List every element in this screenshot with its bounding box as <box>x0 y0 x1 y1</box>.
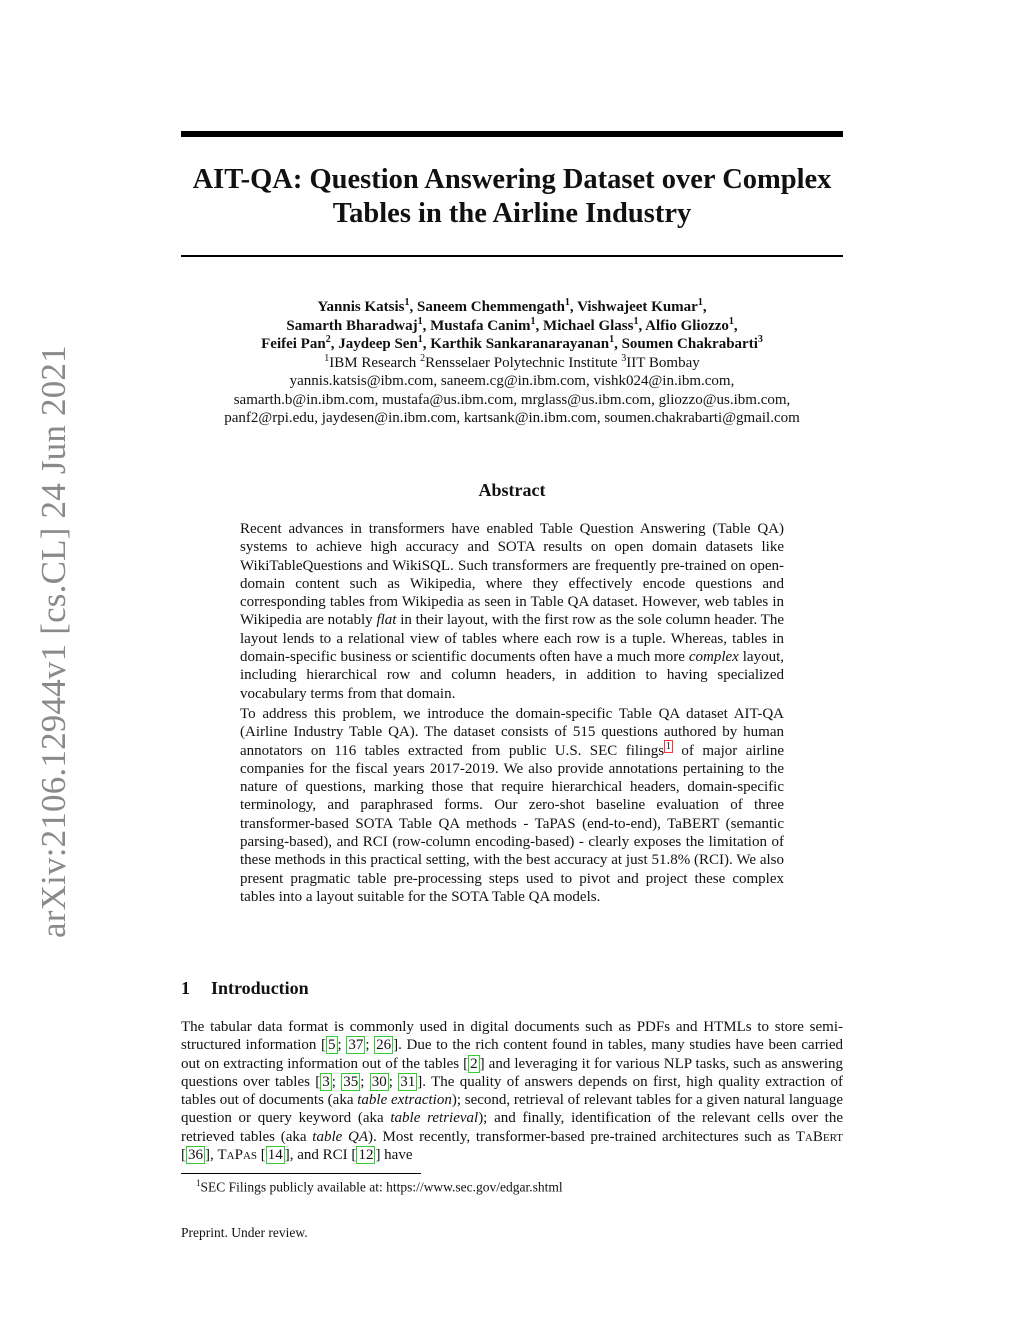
title-rule-top <box>181 131 843 137</box>
abstract-paragraph-2: To address this problem, we introduce the domain-specific Table QA dataset AIT-QA (Airline Industry Table QA). The dataset consists of 515 questions authored by human annotators on 116 tables extracted from public U.S. SEC filings $^1$ of major airline companies for the fiscal years 2017-2019. We also provide annotations pertaining to the nature of questions, marking those that require hierarchical headers, domain-specific terminology, and paraphrased forms. Our zero-shot baseline evaluation of three transformer-based SOTA Table QA methods - TaPAS (end-to-end), TaBERT (semantic parsing-based), and RCI (row-column encoding-based) - clearly exposes the limitation of these methods in this practical setting, with the best accuracy at just 51.8% (RCI). We also present pragmatic table pre-processing steps used to pivot and project these complex tables into a layout suitable for the SOTA Table QA models. <box>240 705 785 905</box>
author-name: Samarth Bharadwaj <box>286 317 418 334</box>
citation-link[interactable]: 12 <box>358 1147 374 1164</box>
citation-link[interactable]: 37 <box>348 1037 364 1054</box>
author-name: Saneem Chemmengath <box>417 299 565 315</box>
author-name: Karthik Sankaranarayanan <box>430 336 610 352</box>
abstract-heading: Abstract <box>478 480 546 500</box>
citation-link[interactable]: 36 <box>188 1147 203 1164</box>
email-line-1: yannis.katsis@ibm.com, saneem.cg@in.ibm.com, vishk024@in.ibm.com, <box>289 373 735 389</box>
affiliation: IBM Research <box>329 354 417 371</box>
preprint-notice: Preprint. Under review. <box>181 1225 308 1240</box>
author-line-2: Samarth Bharadwaj$^1$, Mustafa Canim$^1$, Michael Glass$^1$, Alfio Gliozzo$^1$, <box>286 315 738 334</box>
section-heading-introduction <box>181 978 309 999</box>
citation-link[interactable]: 26 <box>376 1037 392 1054</box>
author-name: Soumen Chakrabarti <box>621 336 758 352</box>
footnote: $^1$SEC Filings publicly available at: https://www.sec.gov/edgar.shtml <box>196 1178 563 1195</box>
citation-link[interactable]: 31 <box>400 1073 416 1090</box>
author-name: Jaydeep Sen <box>338 336 418 352</box>
section-number: 1 <box>181 978 190 998</box>
introduction-paragraph: The tabular data format is commonly used in digital documents such as PDFs and HTMLs to store semi-structured information [ 5 ; 37 ; 26 ]. Due to the rich content found in tables, many studies have been carried out on extracting information out of the tables [ 2 ] and leveraging it for various NLP tasks, such as answering questions over tables [ 3 ; 35 ; 30 ; 31 ]. The quality of answers depends on first, high quality extraction of tables out of documents (aka table extraction); second, retrieval of relevant tables for a given natural language question or query keyword (aka table retrieval); and finally, identification of the relevant cells over the retrieved tables (aka table QA). Most recently, transformer-based pre-trained architectures such as TaBert [ 36 ], TaPas [ 14 ], and RCI [ 12 ] have <box>181 1019 844 1164</box>
citation-link[interactable]: 35 <box>343 1073 359 1090</box>
abstract-paragraph-1: Recent advances in transformers have enabled Table Question Answering (Table QA) systems to achieve high accuracy and SOTA results on open domain datasets like WikiTableQuestions and WikiSQL. Such transformers are frequently pre-trained on open-domain content such as Wikipedia, where they effectively encode questions and corresponding tables from Wikipedia as seen in Table QA dataset. However, web tables in Wikipedia are notably flat in their layout, with the first row as the sole column header. The layout lends to a relational view of tables where each row is a tuple. Whereas, tables in domain-specific business or scientific documents often have a much more complex layout, including hierarchical row and column headers, in addition to having specialized vocabulary terms from that domain. <box>240 521 784 702</box>
paper-title <box>181 163 843 231</box>
footnote-rule <box>181 1173 421 1174</box>
author-line-1: Yannis Katsis$^1$, Saneem Chemmengath$^1$, Vishwajeet Kumar$^1$, <box>317 297 707 315</box>
author-name: Michael Glass <box>543 317 634 334</box>
affiliations: $^1$IBM Research $^2$Rensselaer Polytechnic Institute $^3$IIT Bombay <box>324 352 700 371</box>
author-block <box>150 298 874 428</box>
section-title: Introduction <box>211 978 309 998</box>
email-line-2: samarth.b@in.ibm.com, mustafa@us.ibm.com, mrglass@us.ibm.com, gliozzo@us.ibm.com, <box>233 391 791 408</box>
footnote-link[interactable]: 1 <box>666 740 672 752</box>
title-line-1: AIT-QA: Question Answering Dataset over Complex <box>192 164 832 195</box>
email-line-3: panf2@rpi.edu, jaydesen@in.ibm.com, kartsank@in.ibm.com, soumen.chakrabarti@gmail.com <box>224 410 800 426</box>
affiliation: Rensselaer Polytechnic Institute <box>425 354 618 371</box>
author-line-3: Feifei Pan$^2$, Jaydeep Sen$^1$, Karthik Sankaranarayanan$^1$, Soumen Chakrabarti$^3$ <box>261 334 763 352</box>
citation-link[interactable]: 3 <box>322 1073 330 1090</box>
author-name: Vishwajeet Kumar <box>577 299 698 315</box>
citation-link[interactable]: 30 <box>371 1073 387 1090</box>
affiliation: IIT Bombay <box>626 354 700 371</box>
author-name: Feifei Pan <box>261 336 326 352</box>
citation-link[interactable]: 2 <box>470 1055 478 1072</box>
citation-link[interactable]: 5 <box>328 1037 336 1054</box>
author-name: Yannis Katsis <box>317 299 405 315</box>
title-rule-bottom <box>181 255 843 257</box>
citation-link[interactable]: 14 <box>267 1147 283 1164</box>
author-name: Alfio Gliozzo <box>645 317 729 334</box>
arxiv-stamp: arXiv:2106.12944v1 [cs.CL] 24 Jun 2021 <box>34 345 73 938</box>
author-name: Mustafa Canim <box>430 317 531 334</box>
abstract-body <box>240 520 784 908</box>
title-line-2: Tables in the Airline Industry <box>332 198 692 229</box>
